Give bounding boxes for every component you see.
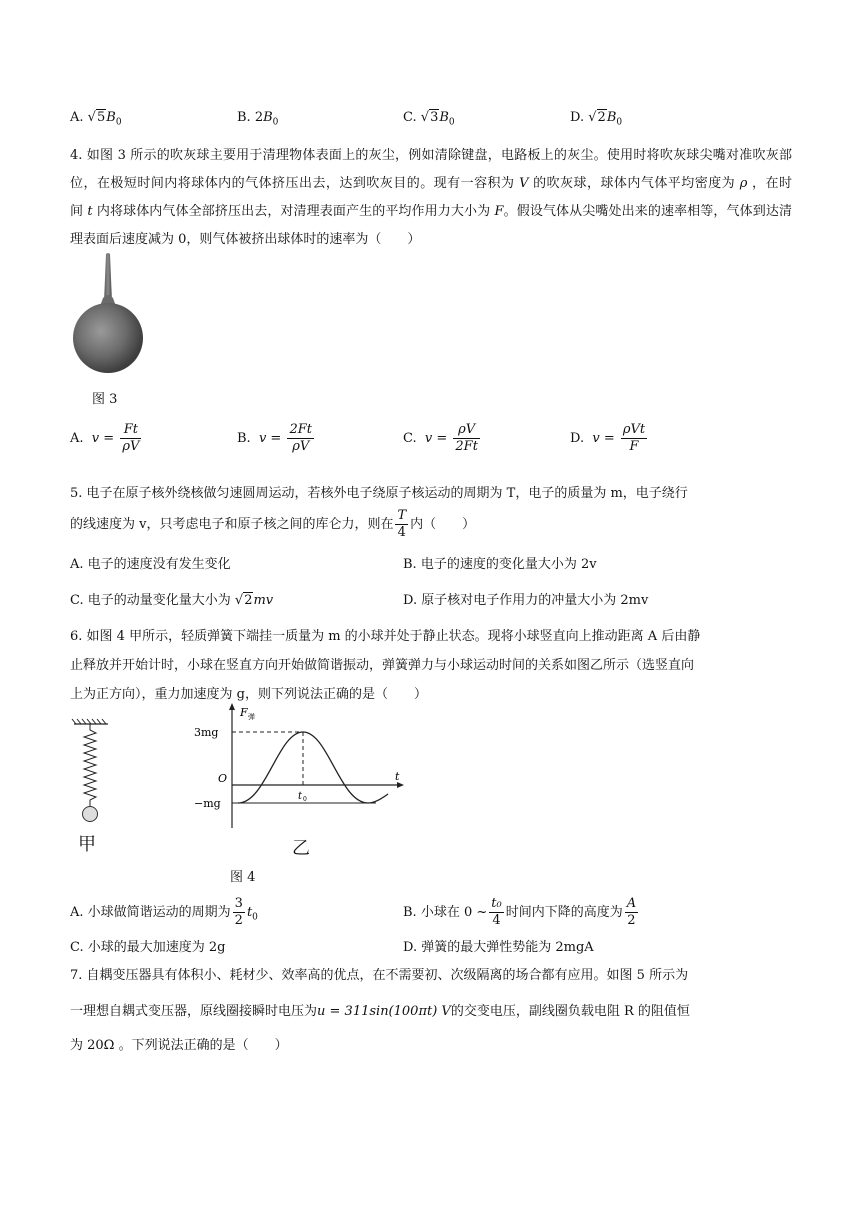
- label-minus-mg: −mg: [194, 797, 221, 810]
- fraction: $\frac{T}{4}$: [397, 508, 407, 540]
- q5-line-1: 5. 电子在原子核外绕核做匀速圆周运动，若核外电子绕原子核运动的周期为 T，电子的质量为 m，电子绕行: [70, 486, 688, 501]
- q3-option-a[interactable]: A. $√5B_0$: [70, 110, 122, 128]
- label-t0-sub: 0: [303, 796, 307, 803]
- q5-option-a[interactable]: A. 电子的速度没有发生变化: [70, 557, 231, 572]
- fraction: $\frac{2Ft}{\rho V}$: [289, 422, 312, 454]
- fraction: $\frac{A}{2}$: [626, 896, 637, 928]
- blower-bulb-figure: [70, 252, 146, 376]
- q6-option-c[interactable]: C. 小球的最大加速度为 2g: [70, 940, 226, 955]
- figure-4-caption: 图 4: [230, 870, 256, 885]
- q5-option-b[interactable]: B. 电子的速度的变化量大小为 2v: [403, 557, 597, 572]
- q6-option-d[interactable]: D. 弹簧的最大弹性势能为 2mgA: [403, 940, 594, 955]
- sqrt-symbol: √3: [420, 110, 439, 125]
- q6-line-1: 6. 如图 4 甲所示，轻质弹簧下端挂一质量为 m 的小球并处于静止状态。现将小球竖直向上推动距离 A 后由静: [70, 629, 701, 644]
- label-3mg: 3mg: [194, 726, 219, 739]
- q6-line-2: 止释放并开始计时，小球在竖直方向开始做简谐振动，弹簧弹力与小球运动时间的关系如图乙所示（选竖直向: [70, 658, 695, 673]
- fraction: $\frac{\text{t₀}}{4}$: [491, 896, 502, 928]
- q4-option-a[interactable]: A. v = $\frac{Ft}{\rho V}$: [70, 422, 140, 454]
- figure-4-left-caption: 甲: [78, 834, 96, 855]
- label-t0: t: [298, 791, 303, 802]
- q4-stem: 4. 如图 3 所示的吹灰球主要用于清理物体表面上的灰尘，例如清除键盘，电路板上的灰尘。使用时将吹灰球尖嘴对准吹灰部位，在极短时间内将球体内的气体挤压出去，达到吹灰目的。现有一容积为 V 的吹灰球，球体内气体平均密度为 ρ ，在时间 t 内将球体内气体全部挤压出去，对清理表面产生的平均作用力大小为 F。假设气体从尖嘴处出来的速率相等，气体到达清理表面后速度减为 0，则气体被挤出球体时的速率为（ ）: [70, 148, 792, 247]
- voltage-formula: u = 311sin(100πt) V: [317, 1004, 451, 1019]
- origin-label: O: [218, 772, 228, 785]
- q6-option-b[interactable]: B. 小球在 0 ~ $\frac{\text{t₀}}{4}$ 时间内下降的高度为 $\frac{A}{2}$: [403, 896, 637, 928]
- fraction: $\frac{\rho V}{2Ft}$: [455, 422, 478, 454]
- x-axis-label: t: [395, 770, 400, 783]
- q6-line-3: 上为正方向），重力加速度为 g，则下列说法正确的是（ ）: [70, 687, 427, 702]
- q7-line-1: 7. 自耦变压器具有体积小、耗材少、效率高的优点，在不需要初、次级隔离的场合都有应用。如图 5 所示为: [70, 968, 689, 983]
- figure-3-caption: 图 3: [92, 392, 118, 407]
- q7-line-2: 一理想自耦式变压器，原线圈接瞬时电压为u = 311sin(100πt) V的交变电压，副线圈负载电阻 R 的阻值恒: [70, 1004, 690, 1019]
- sqrt-symbol: √2: [588, 110, 606, 125]
- q6-option-a[interactable]: A. 小球做简谐运动的周期为 $\frac{3}{2}$ $t_0$: [70, 896, 258, 928]
- q3-option-b[interactable]: B. $2B_0$: [237, 110, 279, 128]
- sqrt-symbol: √2: [234, 593, 253, 608]
- q7-line-3: 为 20Ω 。下列说法正确的是（ ）: [70, 1038, 288, 1053]
- q4-option-b[interactable]: B. v = $\frac{2Ft}{\rho V}$: [237, 422, 312, 454]
- q4-option-c[interactable]: C. v = $\frac{\rho V}{2Ft}$: [403, 422, 478, 454]
- q3-option-c[interactable]: C. $√3B_0$: [403, 110, 455, 128]
- y-axis-sub: 弹: [248, 713, 255, 721]
- q5-option-c[interactable]: C. 电子的动量变化量大小为 √2mv: [70, 591, 273, 611]
- spring-ball-figure: [68, 718, 116, 830]
- spring-force-graph: [190, 702, 410, 832]
- fraction: $\frac{Ft}{\rho V}$: [122, 422, 140, 454]
- q5-line-2: 的线速度为 v，只考虑电子和原子核之间的库仑力，则在 $\frac{T}{4}$ 内（ ）: [70, 508, 476, 540]
- q3-option-d[interactable]: D. $√2B_0$: [570, 110, 623, 128]
- q5-option-d[interactable]: D. 原子核对电子作用力的冲量大小为 2mv: [403, 593, 649, 608]
- q4-option-d[interactable]: D. v = $\frac{\text{ρVt}}{F}$: [570, 422, 646, 454]
- y-axis-label: F: [240, 706, 248, 719]
- force-curve: [238, 732, 388, 803]
- fraction: $\frac{3}{2}$: [234, 896, 243, 928]
- fraction: $\frac{\text{ρVt}}{F}$: [622, 422, 646, 454]
- figure-4-right-caption: 乙: [292, 838, 310, 859]
- sqrt-symbol: √5: [87, 110, 106, 125]
